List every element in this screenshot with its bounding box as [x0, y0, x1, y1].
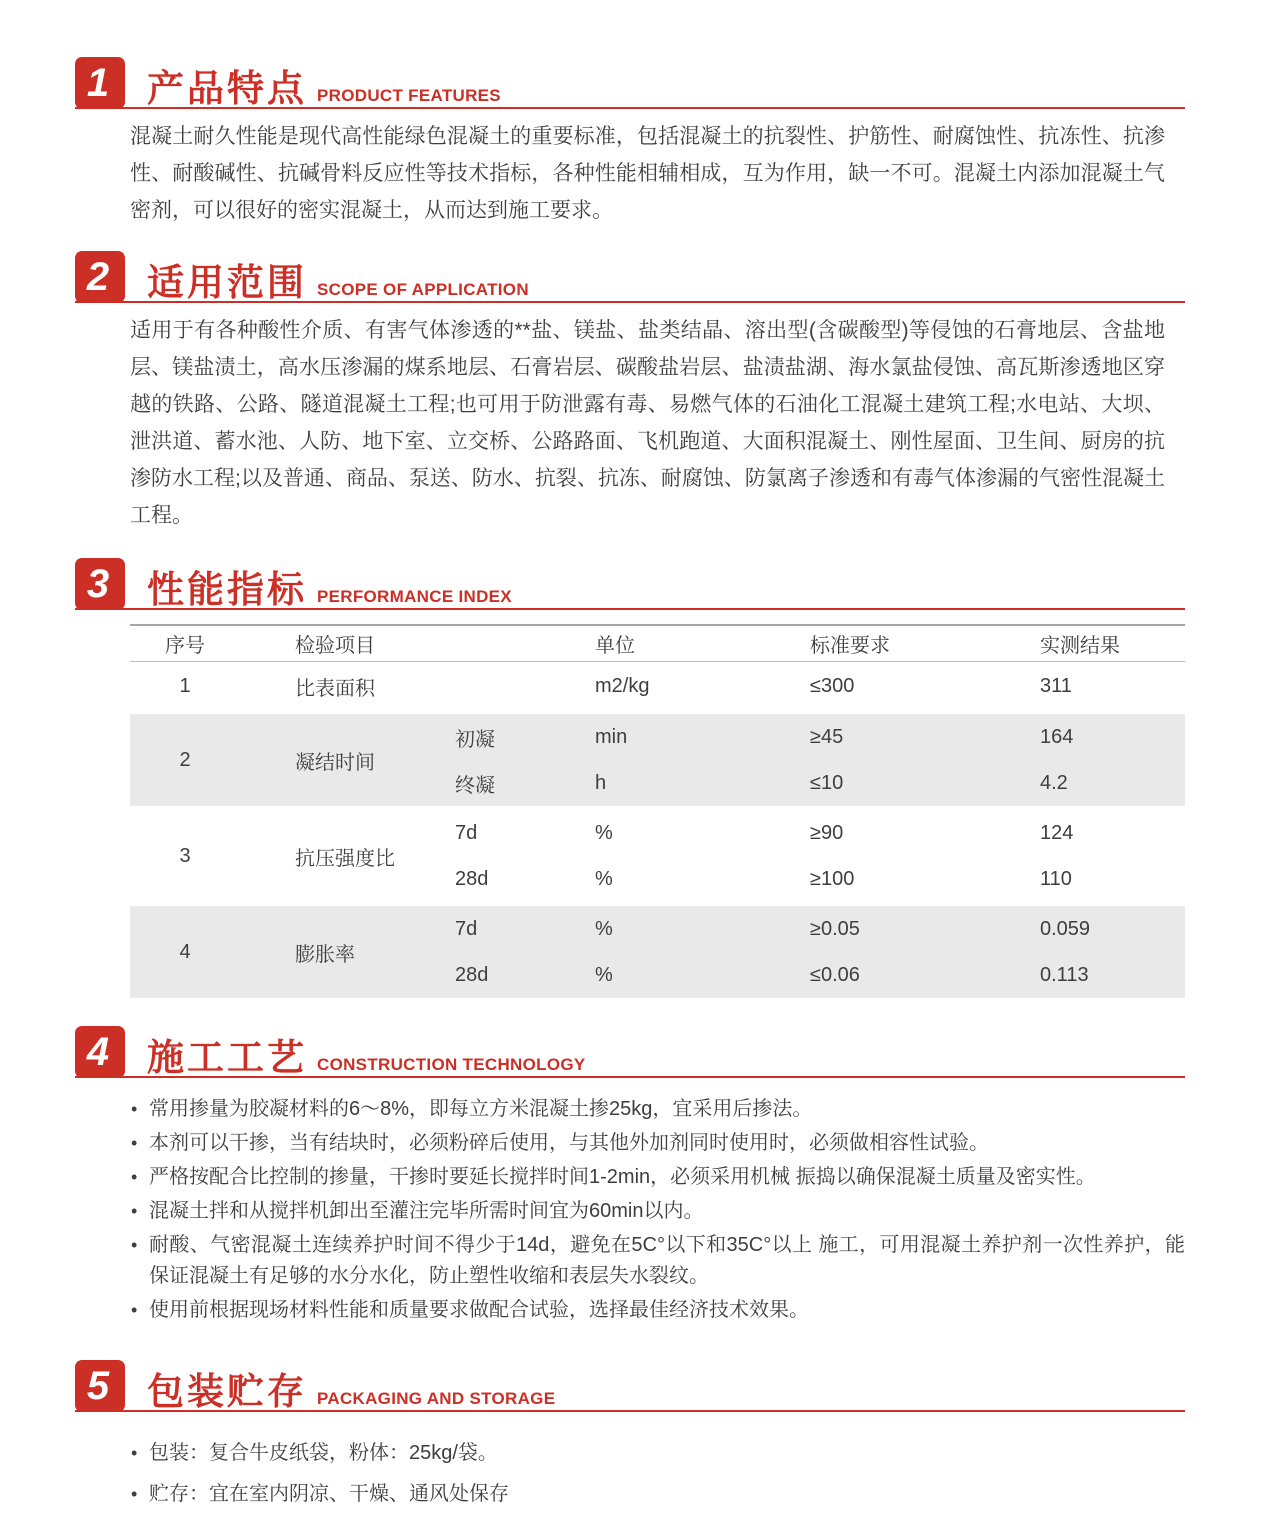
bullet-item: • 贮存：宜在室内阴凉、干燥、通风处保存 [130, 1477, 1185, 1511]
performance-table [130, 624, 1185, 998]
section-4-number-badge [75, 1026, 125, 1078]
header-cell-item: 检验项目 [295, 635, 375, 657]
cell-std: ≥90 [810, 821, 844, 844]
cell-result: 311 [1040, 674, 1072, 697]
cell-sub: 28d [455, 867, 489, 890]
section-title-en: CONSTRUCTION TECHNOLOGY [317, 1055, 586, 1074]
cell-result: 110 [1040, 867, 1072, 890]
section-title-en: PACKAGING AND STORAGE [317, 1389, 556, 1408]
table-row [130, 662, 1185, 710]
cell-sub: 7d [455, 821, 478, 844]
cell-result: 0.059 [1040, 917, 1091, 940]
cell-sub: 终凝 [455, 774, 495, 797]
cell-unit: % [595, 867, 613, 890]
section-3-titles [147, 571, 512, 608]
cell-unit: % [595, 963, 613, 986]
section-title-en: PRODUCT FEATURES [317, 86, 501, 105]
cell-sub [440, 662, 570, 710]
section-5-header [75, 1356, 1185, 1412]
cell-no: 2 [179, 748, 191, 771]
section-title-zh: 施工工艺 [147, 1037, 307, 1078]
packaging-bullet-list [130, 1436, 1185, 1511]
section-1-titles [147, 70, 501, 107]
cell-sub: 7d [455, 917, 478, 940]
table-header-row [130, 624, 1185, 662]
section-5-number-badge [75, 1360, 125, 1412]
section-number: 2 [86, 255, 110, 299]
section-1-paragraph: 混凝土耐久性能是现代高性能绿色混凝土的重要标准，包括混凝土的抗裂性、护筋性、耐腐蚀性、抗冻性、抗渗性、耐酸碱性、抗碱骨料反应性等技术指标，各种性能相辅相成，互为作用，缺一不可。混凝土内添加混凝土气密剂，可以很好的密实混凝土，从而达到施工要求。 [130, 125, 1165, 222]
bullet-item: • 混凝土拌和从搅拌机卸出至灌注完毕所需时间宜为60min以内。 [130, 1196, 1185, 1227]
section-number: 5 [86, 1364, 110, 1408]
cell-std: ≤0.06 [810, 963, 860, 986]
section-2-paragraph: 适用于有各种酸性介质、有害气体渗透的**盐、镁盐、盐类结晶、溶出型(含碳酸型)等侵蚀的石膏地层、含盐地层、镁盐渍土，高水压渗漏的煤系地层、石膏岩层、碳酸盐岩层、盐渍盐湖、海水氯盐侵蚀、高瓦斯渗透地区穿越的铁路、公路、隧道混凝土工程;也可用于防泄露有毒、易燃气体的石油化工混凝土建筑工程;水电站、大坝、泄洪道、蓄水池、人防、地下室、立交桥、公路路面、飞机跑道、大面积混凝土、刚性屋面、卫生间、厨房的抗渗防水工程;以及普通、商品、泵送、防水、抗裂、抗冻、耐腐蚀、防氯离子渗透和有毒气体渗漏的气密性混凝土工程。 [130, 319, 1165, 527]
section-title-en: PERFORMANCE INDEX [317, 587, 512, 606]
cell-std: ≤300 [810, 674, 855, 697]
section-title-en: SCOPE OF APPLICATION [317, 280, 529, 299]
section-2-header [75, 247, 1185, 303]
cell-item: 凝结时间 [295, 751, 375, 774]
section-title-zh: 性能指标 [147, 569, 307, 610]
cell-result: 124 [1040, 821, 1074, 844]
section-2-titles [147, 264, 529, 301]
cell-unit: min [595, 725, 628, 748]
cell-result: 4.2 [1040, 771, 1068, 794]
cell-item: 膨胀率 [295, 943, 355, 966]
bullet-item: • 本剂可以干掺，当有结块时，必须粉碎后使用，与其他外加剂同时使用时，必须做相容性试验。 [130, 1128, 1185, 1159]
cell-item: 抗压强度比 [295, 847, 395, 870]
cell-no: 4 [179, 940, 191, 963]
header-cell-no: 序号 [165, 635, 205, 657]
section-number: 1 [86, 61, 110, 105]
header-cell-unit: 单位 [595, 635, 635, 657]
table-row-group [130, 906, 1185, 998]
table-row-group [130, 714, 1185, 806]
bullet-item: • 常用掺量为胶凝材料的6～8%，即每立方米混凝土掺25kg，宜采用后掺法。 [130, 1094, 1185, 1125]
cell-std: ≤10 [810, 771, 844, 794]
cell-std: ≥0.05 [810, 917, 860, 940]
cell-result: 164 [1040, 725, 1074, 748]
section-number: 4 [86, 1030, 110, 1074]
section-1-number-badge [75, 57, 125, 109]
cell-std: ≥100 [810, 867, 855, 890]
product-datasheet-page [0, 53, 1280, 1537]
bullet-item: • 耐酸、气密混凝土连续养护时间不得少于14d，避免在5C°以下和35C°以上 施工，可用混凝土养护剂一次性养护，能保证混凝土有足够的水分水化，防止塑性收缩和表层失水裂纹。 [130, 1230, 1185, 1292]
cell-sub: 28d [455, 963, 489, 986]
cell-result: 0.113 [1040, 963, 1089, 986]
cell-sub: 初凝 [455, 728, 495, 751]
section-title-zh: 包装贮存 [147, 1371, 307, 1412]
section-title-zh: 适用范围 [147, 262, 307, 303]
bullet-item: • 使用前根据现场材料性能和质量要求做配合试验，选择最佳经济技术效果。 [130, 1295, 1185, 1326]
section-4-header [75, 1022, 1185, 1078]
header-cell-result: 实测结果 [1040, 635, 1120, 657]
cell-unit: % [595, 917, 613, 940]
section-5-titles [147, 1373, 555, 1410]
section-title-zh: 产品特点 [147, 68, 307, 109]
cell-item: 比表面积 [295, 677, 375, 700]
section-number: 3 [86, 562, 110, 606]
construction-bullet-list [130, 1094, 1185, 1326]
cell-unit: m2/kg [595, 674, 650, 697]
bullet-item: • 严格按配合比控制的掺量，干掺时要延长搅拌时间1-2min，必须采用机械 振捣以确保混凝土质量及密实性。 [130, 1162, 1185, 1193]
cell-no: 3 [179, 844, 191, 867]
cell-unit: % [595, 821, 613, 844]
section-3-number-badge [75, 558, 125, 610]
cell-no: 1 [179, 674, 191, 697]
section-2-number-badge [75, 251, 125, 303]
cell-std: ≥45 [810, 725, 844, 748]
table-row-group [130, 810, 1185, 902]
section-3-header [75, 554, 1185, 610]
cell-unit: h [595, 771, 607, 794]
header-cell-std: 标准要求 [810, 635, 890, 657]
section-1-header [75, 53, 1185, 109]
section-4-titles [147, 1039, 586, 1076]
bullet-item: • 包装：复合牛皮纸袋，粉体：25kg/袋。 [130, 1436, 1185, 1470]
